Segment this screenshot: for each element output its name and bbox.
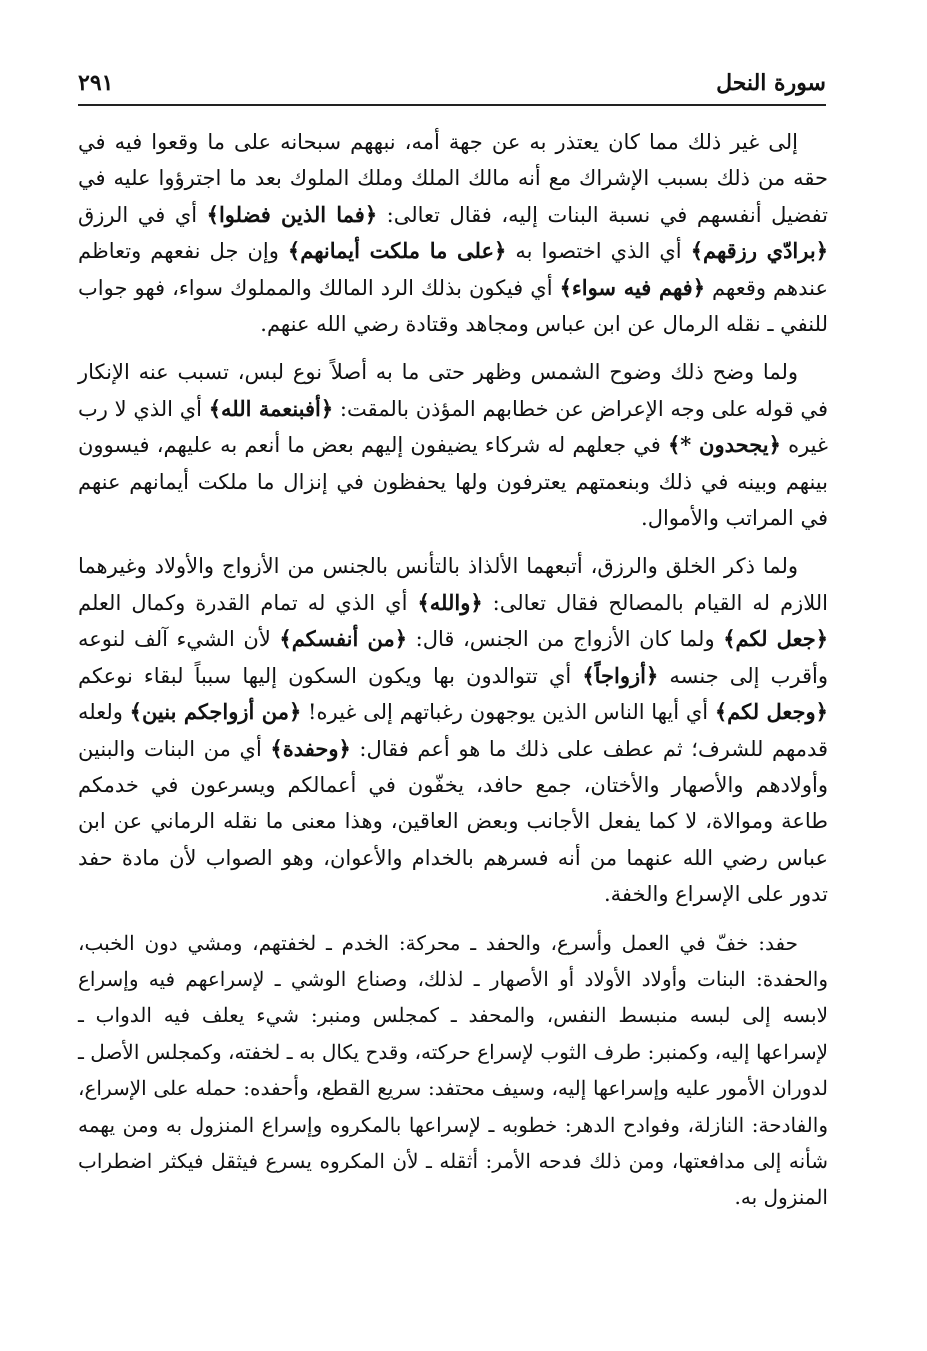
quran-quote: ﴿على ما ملكت أيمانهم﴾ [287,238,507,264]
text-segment: ولما وضح ذلك وضوح الشمس وظهر حتى ما به أصلاً نوع لبس، تسبب عنه الإنكار في قوله على وجه الإعراض عن خطابهم المؤذن بالمقت: [78,360,828,421]
page-number: ٢٩١ [78,70,114,96]
quran-quote: ﴿من أنفسكم﴾ [279,626,408,652]
page-content [78,124,828,1228]
quran-quote: ﴿فهم فيه سواء﴾ [559,274,706,300]
text-segment: أي في الرزق [78,202,207,227]
quran-quote: ﴿يجحدون *﴾ [667,432,781,458]
text-segment: ولما كان الأزواج من الجنس، قال: [407,627,724,652]
text-segment: أي من البنات والبنين وأولادهم والأصهار والأختان، جمع حافد، يخفّون في أعمالكم ويسرعون في خدمكم طاعة وموالاة، لا كما يفعل الأجانب وبعض العاقين، وهذا معنى ما نقله الرماني عن ابن عباس رضي الله عنهما من أنه فسرهم بالخدام والأعوان، وهو الصواب لأن مادة حفد تدور على الإسراع والخفة. [78,736,828,907]
text-segment: أي الذي له تمام القدرة وكمال العلم [78,590,418,615]
text-segment: ولعله قدمهم للشرف؛ ثم عطف على ذلك ما هو أعم فقال: [78,700,828,761]
text-segment: أي تتوالدون بها ويكون السكون إليها سبباً لبقاء نوعكم [78,663,583,688]
quran-quote: ﴿من أزواجكم بنين﴾ [129,699,302,725]
text-segment: أي فيكون بذلك الرد المالك والمملوك سواء، فهو جواب للنفي ـ نقله الرمال عن ابن عباس ومجاهد وقتادة رضي الله عنهم. [78,275,828,337]
quran-quote: ﴿وحفدة﴾ [270,735,351,761]
quran-quote: ﴿برادّي رزقهم﴾ [690,238,829,264]
text-segment: في جعلهم له شركاء يضيفون إليهم بعض ما أنعم به عليهم، فيسوون بينهم وبينه في ذلك وبنعمتهم يعترفون ولها يحفظون في إنزال ما ملكت أيمانهم عنهم في المراتب والأموال. [78,433,828,531]
quran-quote: ﴿والله﴾ [417,589,483,615]
paragraph-3 [78,548,828,912]
quran-quote: ﴿أزواجاً﴾ [582,662,659,688]
surah-title: سورة النحل [716,70,826,96]
text-segment: أي الذي لا رب غيره [78,396,828,458]
paragraph-1 [78,124,828,342]
paragraph-2 [78,354,828,536]
quran-quote: ﴿جعل لكم﴾ [723,626,828,652]
quran-quote: ﴿أفبنعمة الله﴾ [208,395,334,421]
text-segment: إلى غير ذلك مما كان يعتذر به عن جهة أمه، نبههم سبحانه على ما وقعوا فيه في حقه من ذلك بسبب الإشراك مع أنه مالك الملك وملك الملوك بعد ما اجترؤوا عليه في تفضيل أنفسهم في نسبة البنات إليه، فقال تعالى: [78,130,828,227]
text-segment: أي أيها الناس الذين يوجهون رغباتهم إلى غيره! [301,700,715,725]
quran-quote: ﴿وجعل لكم﴾ [714,699,828,725]
text-segment: أي الذي اختصوا به [506,239,691,264]
text-segment: وإن جل نفعهم وتعاظم عندهم وقعهم [78,239,828,300]
text-segment: لأن الشيء آلف لنوعه وأقرب إلى جنسه [78,627,828,688]
quran-quote: ﴿فما الذين فضلوا﴾ [206,201,378,227]
paragraph-4-lexical-note [78,925,828,1216]
text-segment: ولما ذكر الخلق والرزق، أتبعهما الألذاذ بالتأنس بالجنس من الأزواج والأولاد وغيرهما اللازم له القيام بالمصالح فقال تعالى: [78,554,828,615]
page-header [78,66,826,106]
text-segment: حفد: خفّ في العمل وأسرع، والحفد ـ محركة: الخدم ـ لخفتهم، ومشي دون الخبب، والحفدة: البنات وأولاد الأولاد أو الأصهار ـ لذلك، وصناع الوشي ـ لإسراعهم فيه وإسراع لابسه إلى لبسه منبسط النفس، والمحفد ـ كمجلس ومنبر: شيء يعلف فيه الدواب ـ لإسراعها إليه، وكمنبر: طرف الثوب لإسراع حركته، وقدح يكال به ـ لخفته، وكمجلس الأصل ـ لدوران الأمور عليه وإسراعها إليه، وسيف محتفد: سريع القطع، وأحفده: حمله على الإسراع، والفادحة: النازلة، وفوادح الدهر: خطوبه ـ لإسراعها بالمكروه وإسراع المنزول به ومن يهمه شأنه إلى مدافعتها، ومن ذلك فدحه الأمر: أثقله ـ لأن المكروه يسرع فيثقل فيكثر اضطراب المنزول به. [78,930,828,1210]
